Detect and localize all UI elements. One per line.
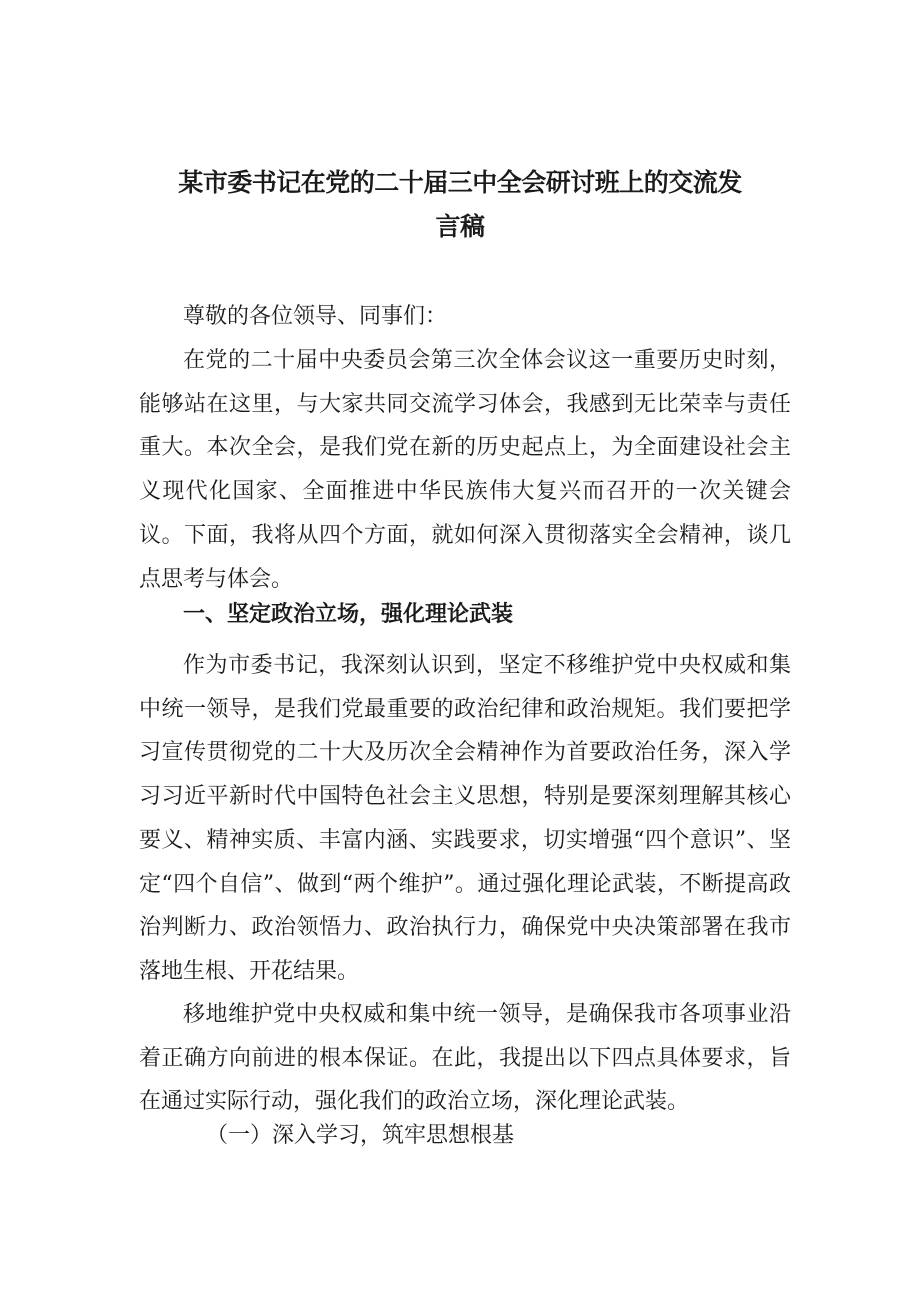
document-title-line-1: 某市委书记在党的二十届三中全会研讨班上的交流发	[178, 168, 742, 197]
section-heading-1: 一、坚定政治立场，强化理论武装	[183, 602, 514, 627]
paragraph-intro: 在党的二十届中央委员会第三次全体会议这一重要历史时刻，能够站在这里，与大家共同交流学习体会，我感到无比荣幸与责任重大。本次全会，是我们党在新的历史起点上，为全面建设社会主义现代化国家、全面推进中华民族伟大复兴而召开的一次关键会议。下面，我将从四个方面，就如何深入贯彻落实全会精神，谈几点思考与体会。	[139, 348, 791, 592]
paragraph-section-1: 作为市委书记，我深刻认识到，坚定不移维护党中央权威和集中统一领导，是我们党最重要的政治纪律和政治规矩。我们要把学习宣传贯彻党的二十大及历次全会精神作为首要政治任务，深入学习习近平新时代中国特色社会主义思想，特别是要深刻理解其核心要义、精神实质、丰富内涵、实践要求，切实增强“四个意识”、坚定“四个自信”、做到“两个维护”。通过强化理论武装，不断提高政治判断力、政治领悟力、政治执行力，确保党中央决策部署在我市落地生根、开花结果。	[139, 653, 791, 984]
salutation: 尊敬的各位领导、同事们：	[183, 304, 448, 329]
subsection-heading-1: （一）深入学习，筑牢思想根基	[206, 1123, 515, 1148]
paragraph-section-1-requirements: 移地维护党中央权威和集中统一领导，是确保我市各项事业沿着正确方向前进的根本保证。在此，我提出以下四点具体要求，旨在通过实际行动，强化我们的政治立场，深化理论武装。	[139, 1002, 791, 1115]
document-title-line-2: 言稿	[435, 212, 485, 241]
